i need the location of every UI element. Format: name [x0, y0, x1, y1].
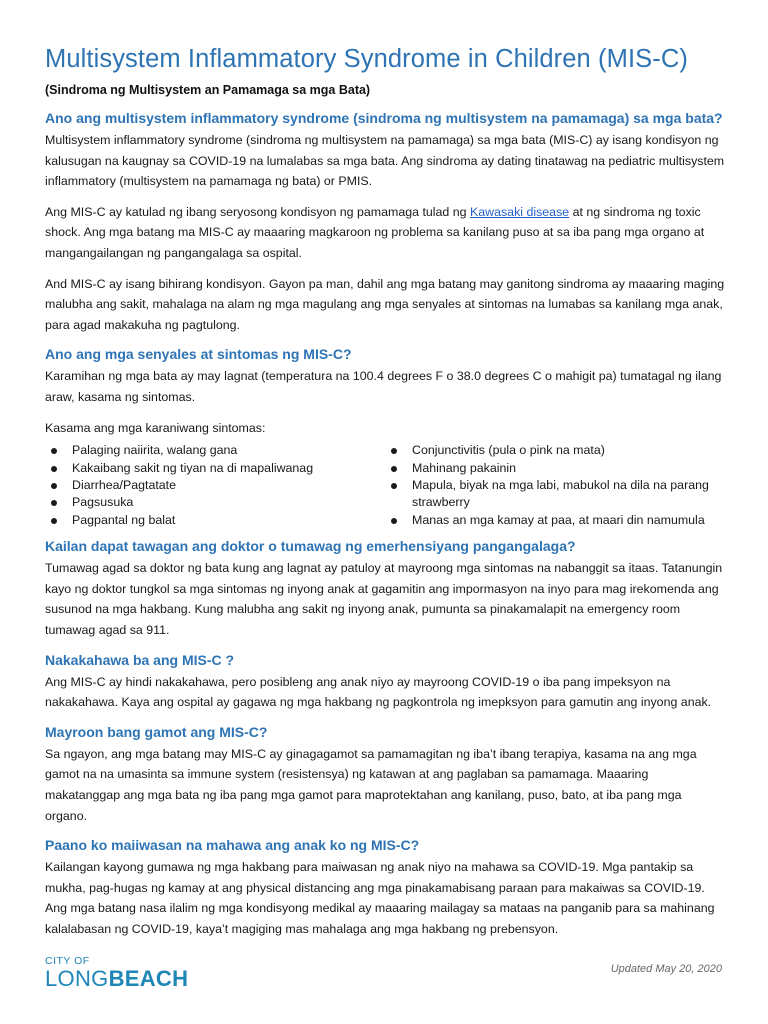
symptom-text: Kakaibang sakit ng tiyan na di mapaliwanag [72, 460, 314, 475]
symptom-item [385, 477, 725, 512]
symptom-item [45, 512, 385, 529]
kawasaki-disease-link[interactable]: Kawasaki disease [469, 204, 570, 219]
symptom-item [385, 442, 725, 459]
symptom-text: Diarrhea/Pagtatate [72, 477, 177, 492]
heading-what-is-misc: Ano ang multisystem inflammatory syndrome (sindroma ng multisystem na pamamaga) sa mga bata? [45, 110, 723, 126]
symptom-lists [45, 442, 725, 529]
bullet-icon [51, 483, 57, 489]
symptom-text: Pagsusuka [72, 495, 134, 510]
symptom-list-right [385, 442, 725, 529]
bullet-icon [51, 500, 57, 506]
heading-prevention: Paano ko maiiwasan na mahawa ang anak ko ng MIS-C? [45, 837, 420, 854]
symptom-text: Mahinang pakainin [412, 460, 517, 475]
paragraph-definition: Multisystem inflammatory syndrome (sindroma ng multisystem na pamamaga) sa mga bata (MIS-C) ay isang kondisyon ng kalusugan na kaugnay sa COVID-19 na lumalabas sa mga bata. Ang sindroma ay dating tinatawag na pediatric multisystem inflammatory (multisystem na pamamaga ng bata) or PMIS. [45, 133, 725, 189]
paragraph-rare-condition: And MIS-C ay isang bihirang kondisyon. Gayon pa man, dahil ang mga batang may ganitong sindroma ay maaaring maging malubha ang sakit, mahalaga na alam ng mga magulang ang mga senyales at sintomas na lumabas sa kanilang mga anak, para agad makakuha ng pagtulong. [45, 276, 725, 332]
symptom-item [45, 442, 385, 459]
symptom-item [45, 460, 385, 477]
paragraph-kawasaki-end: at ng sindroma ng toxic shock. Ang mga batang ma MIS-C ay maaaring magkaroon ng problema sa kanilang puso at sa iba pang mga organo at mangangailangan ng pangangalaga sa ospital. [45, 204, 705, 260]
symptom-text: Mapula, biyak na mga labi, mabukol na dila na parang strawberry [412, 477, 709, 510]
bullet-icon [51, 466, 57, 472]
city-of-long-beach-logo [45, 956, 188, 991]
paragraph-fever: Karamihan ng mga bata ay may lagnat (temperatura na 100.4 degrees F o 38.0 degrees C o mahigit pa) tumatagal ng ilang araw, kasama ng sintomas. [45, 369, 722, 404]
bullet-icon [391, 483, 397, 489]
symptom-text: Conjunctivitis (pula o pink na mata) [412, 443, 605, 458]
bullet-icon [391, 518, 397, 524]
paragraph-kawasaki [45, 202, 725, 264]
paragraph-kawasaki-start: Ang MIS-C ay katulad ng ibang seryosong kondisyon ng pamamaga tulad ng [45, 204, 470, 219]
symptom-item [45, 494, 385, 511]
paragraph-call-doctor: Tumawag agad sa doktor ng bata kung ang lagnat ay patuloy at mayroong mga sintomas na nabanggit sa itaas. Tatanungin kayo ng doktor tungkol sa mga sintomas ng inyong anak at gagamitin ang impormasyon na inyo para mag irekomenda ang susunod na mga hakbang. Kung malubha ang sakit ng inyong anak, pumunta sa pinakamalapit na emergency room tumawag agad sa 911. [45, 561, 723, 637]
symptom-item [45, 477, 385, 494]
symptom-text: Pagpantal ng balat [72, 512, 176, 527]
symptom-text: Palaging naiirita, walang gana [72, 443, 238, 458]
bullet-icon [51, 448, 57, 454]
paragraph-prevention: Kailangan kayong gumawa ng mga hakbang para maiwasan ng anak niyo na mahawa sa COVID-19. Mga pantakip sa mukha, pag-hugas ng kamay at ang physical distancing ang mga pinakamabisang paraan para makaiwas sa COVID-19. Ang mga batang nasa ilalim ng mga kondisyong medikal ay maaaring mailagay sa mataas na panganib para sa mahinang kalalabasan ng COVID-19, kaya’t magiging mas mahalaga ang mga hakbang ng prebensyon. [45, 860, 715, 936]
heading-treatment: Mayroon bang gamot ang MIS-C? [45, 723, 268, 740]
heading-when-to-call: Kailan dapat tawagan ang doktor o tumawag ng emerhensiyang pangangalaga? [45, 538, 576, 555]
logo-main-text [45, 967, 188, 991]
bullet-icon [51, 518, 57, 524]
bullet-icon [391, 466, 397, 472]
logo-long-text: LONG [45, 966, 109, 991]
document-subtitle: (Sindroma ng Multisystem an Pamamaga sa mga Bata) [45, 83, 371, 97]
updated-date: Updated May 20, 2020 [610, 963, 722, 975]
symptom-item [385, 460, 725, 477]
document-title: Multisystem Inflammatory Syndrome in Children (MIS-C) [45, 45, 688, 73]
logo-city-text: CITY OF [45, 955, 90, 967]
heading-signs-symptoms: Ano ang mga senyales at sintomas ng MIS-C? [45, 346, 352, 363]
symptom-text: Manas an mga kamay at paa, at maari din namumula [412, 512, 705, 527]
bullet-icon [391, 448, 397, 454]
document-body [45, 109, 725, 949]
heading-contagious: Nakakahawa ba ang MIS-C ? [45, 651, 235, 668]
paragraph-common-symptoms: Kasama ang mga karaniwang sintomas: [45, 420, 266, 435]
symptom-list-left [45, 442, 385, 529]
paragraph-treatment: Sa ngayon, ang mga batang may MIS-C ay ginagagamot sa pamamagitan ng iba’t ibang terapiya, kasama na ang mga gamot na na umasinta sa immune system (resistensya) ng katawan at ang paglaban sa pamamaga. Maaaring makatanggap ang mga bata ng iba pang mga gamot para maprotektahan ang kanilang, puso, bato, at iba pang mga organo. [45, 746, 697, 823]
paragraph-contagious: Ang MIS-C ay hindi nakakahawa, pero posibleng ang anak niyo ay mayroong COVID-19 o iba pang impeksyon na nakakahawa. Kaya ang ospital ay gagawa ng mga hakbang ng pagkontrola ng imepksyon para gamutin ang inyong anak. [45, 674, 712, 710]
symptom-item [385, 512, 725, 529]
logo-beach-text: BEACH [108, 966, 189, 991]
